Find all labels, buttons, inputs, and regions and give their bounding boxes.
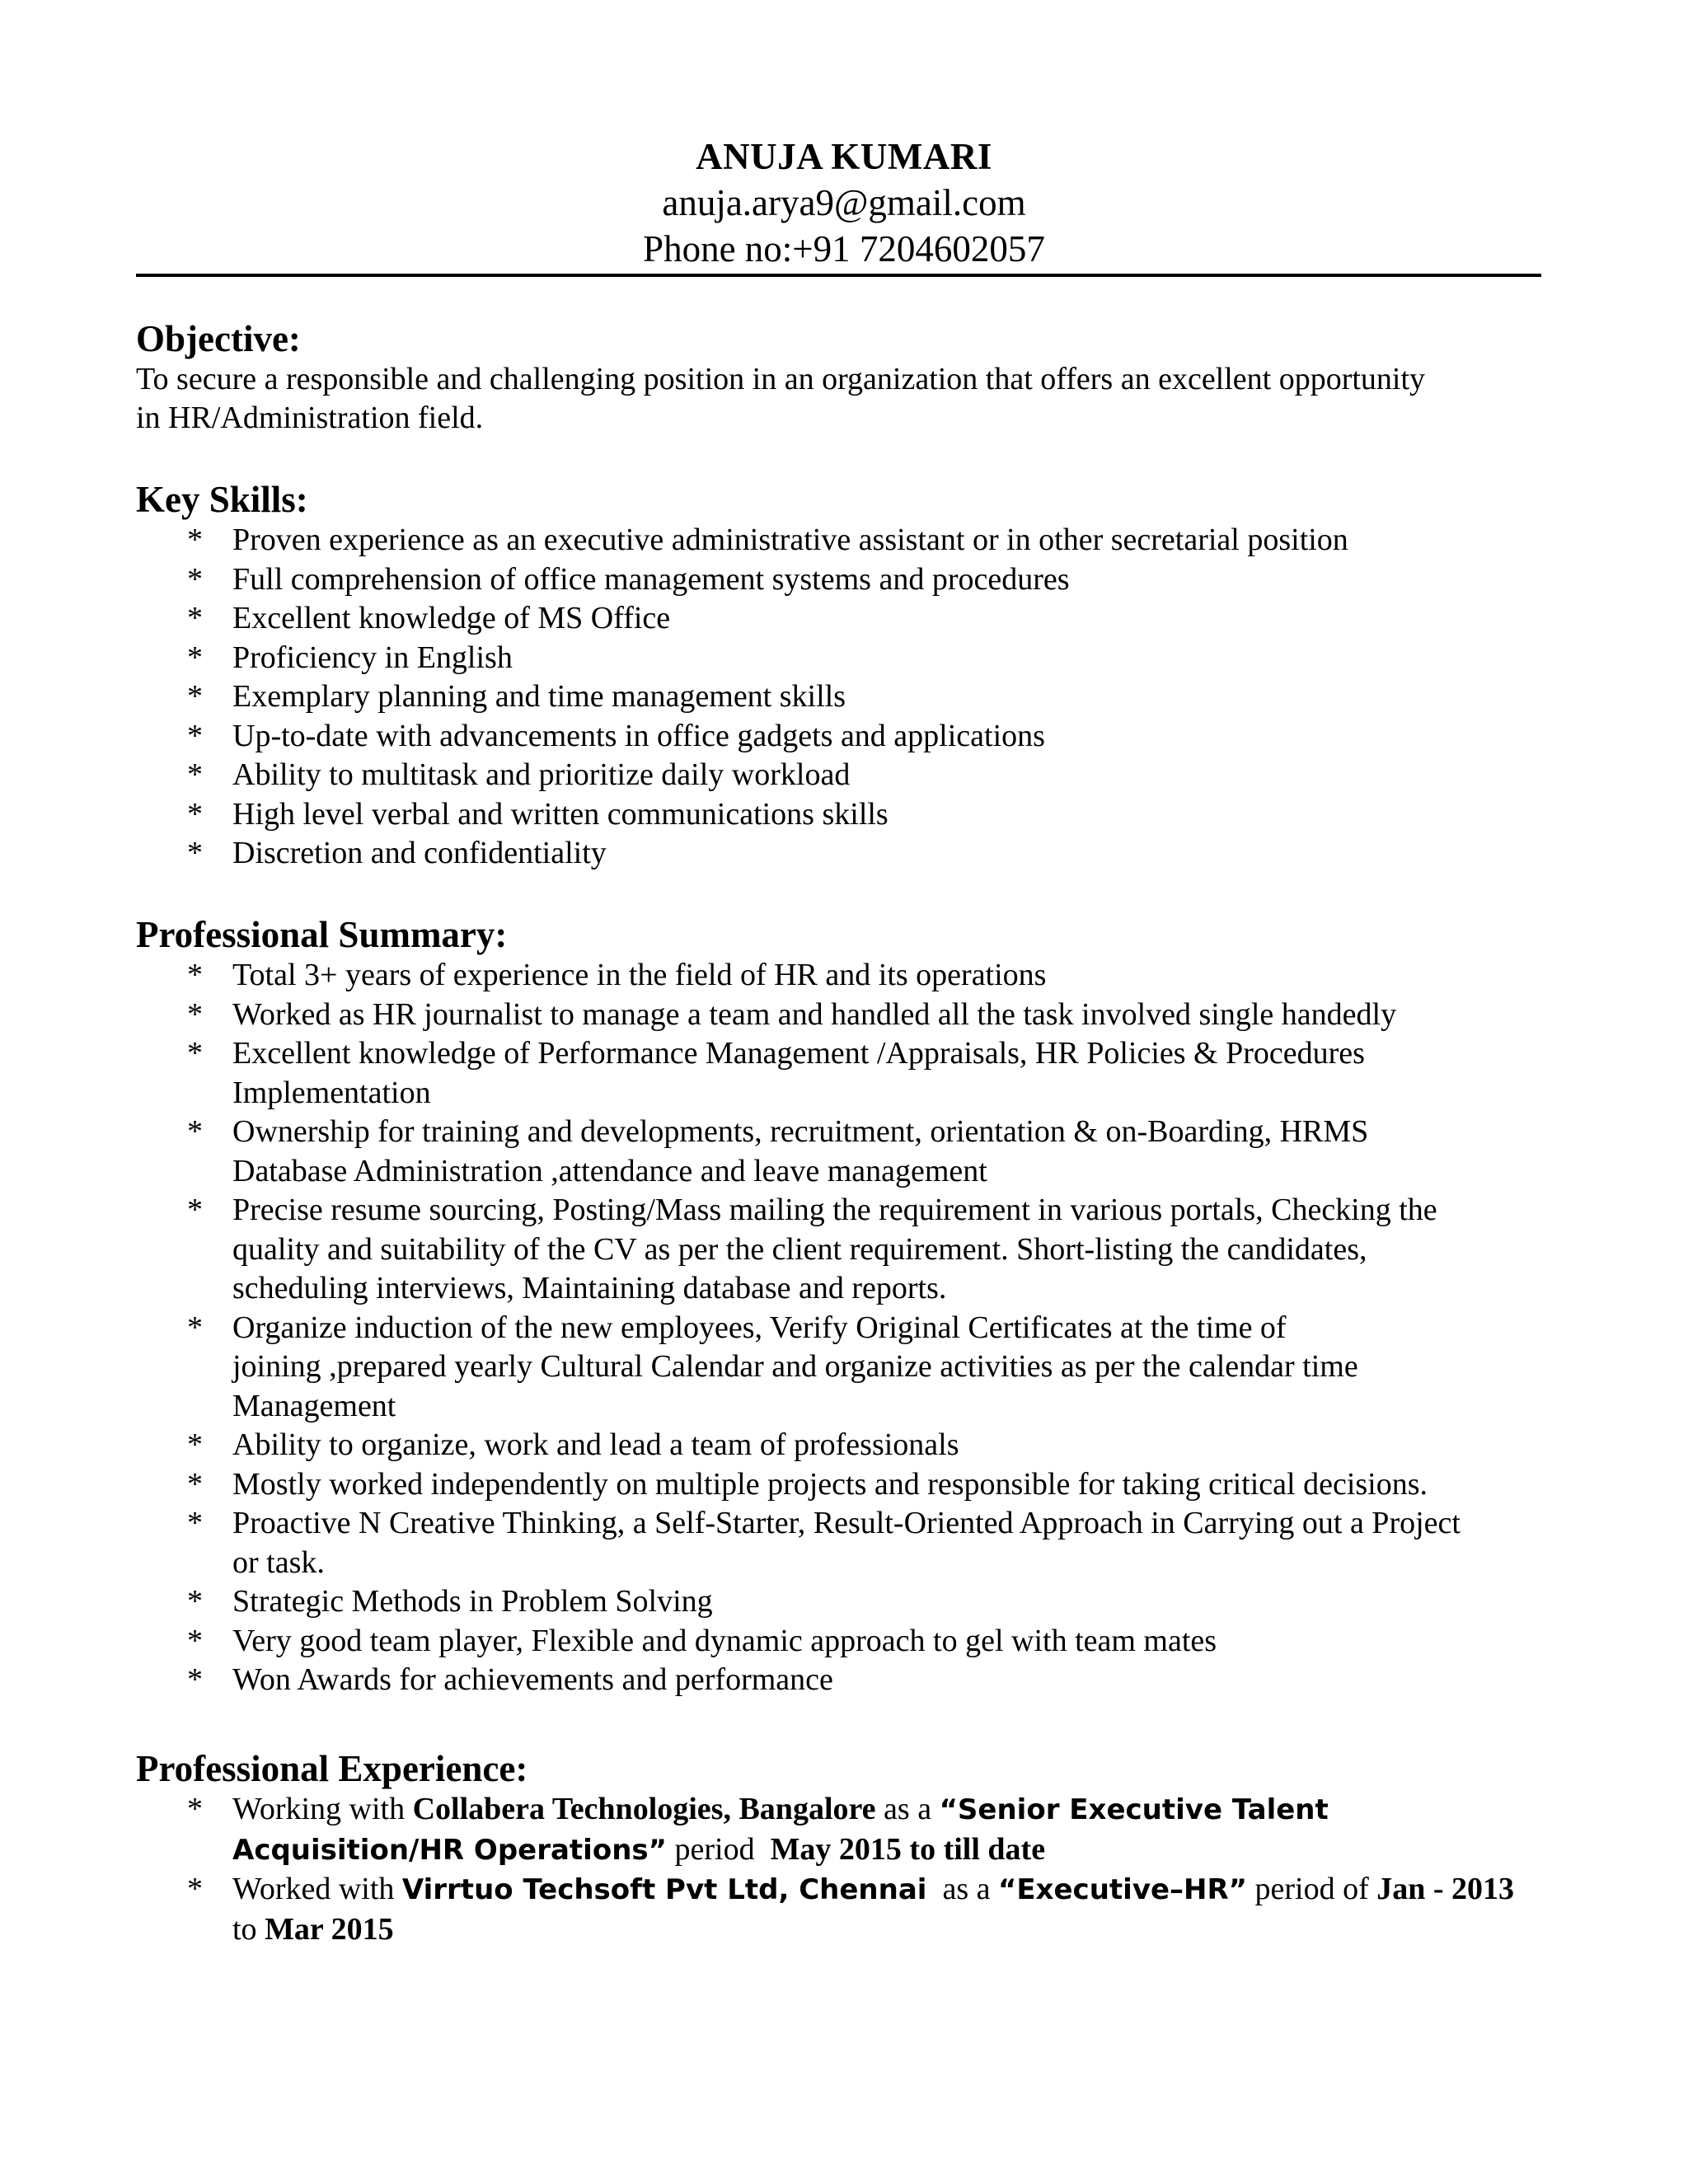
bullet-star: * [187, 1466, 203, 1502]
candidate-name: ANUJA KUMARI [696, 136, 992, 177]
experience-line [232, 1910, 1578, 1950]
role-title-line-1: “Senior Executive Talent [939, 1793, 1329, 1826]
key-skill-item-text: Proven experience as an executive administrative assistant or in other secretarial position [232, 523, 1348, 557]
role-title-line-2: Acquisition/HR Operations” [232, 1833, 667, 1867]
bullet-star: * [187, 1310, 203, 1345]
summary-item [136, 1504, 1578, 1582]
as-a-text: as a [926, 1872, 998, 1906]
to-text: to [232, 1911, 265, 1947]
objective-text-line-1: To secure a responsible and challenging position in an organization that offers an excellent opportunity [136, 362, 1426, 396]
summary-item [136, 1622, 1578, 1661]
bullet-star: * [187, 757, 203, 792]
resume-header [0, 134, 1688, 272]
summary-item-line: Mostly worked independently on multiple projects and responsible for taking critical decisions. [232, 1466, 1428, 1502]
key-skill-item [136, 639, 1578, 678]
bullet-star: * [187, 996, 203, 1032]
summary-item-line: Database Administration ,attendance and leave management [232, 1153, 987, 1188]
experience-item-virrtuo [136, 1870, 1578, 1949]
summary-item-line: Excellent knowledge of Performance Management /Appraisals, HR Policies & Procedures [232, 1036, 1365, 1071]
summary-item [136, 1582, 1578, 1622]
key-skill-item-text: High level verbal and written communications skills [232, 796, 889, 832]
objective-heading: Objective: [136, 318, 301, 359]
period-text: period of [1247, 1872, 1377, 1906]
experience-prefix: Working with [232, 1792, 413, 1826]
key-skill-item-text: Full comprehension of office management systems and procedures [232, 561, 1070, 597]
bullet-star: * [187, 679, 203, 714]
summary-item [136, 1191, 1578, 1309]
summary-item-line: scheduling interviews, Maintaining database and reports. [232, 1271, 947, 1305]
bullet-star: * [187, 1506, 203, 1540]
key-skill-item [136, 756, 1578, 795]
key-skill-item [136, 834, 1578, 874]
summary-item-line: Very good team player, Flexible and dynamic approach to gel with team mates [232, 1623, 1217, 1658]
bullet-star: * [187, 1872, 203, 1906]
bullet-star: * [187, 561, 203, 597]
summary-item-line: or task. [232, 1544, 325, 1580]
bullet-star: * [187, 640, 203, 675]
professional-experience-list [136, 1790, 1578, 1949]
experience-line [232, 1790, 1578, 1830]
bullet-star: * [187, 1193, 203, 1227]
bullet-star: * [187, 1584, 203, 1619]
professional-summary-heading: Professional Summary: [136, 914, 508, 955]
summary-item [136, 1309, 1578, 1427]
bullet-star: * [187, 836, 203, 870]
summary-item-line: Ability to organize, work and lead a team of professionals [232, 1427, 959, 1462]
summary-item [136, 1113, 1578, 1191]
key-skill-item [136, 560, 1578, 600]
summary-item-line: Strategic Methods in Problem Solving [232, 1584, 713, 1619]
bullet-star: * [187, 1662, 203, 1697]
candidate-phone: Phone no:+91 7204602057 [643, 228, 1045, 269]
summary-item-line: Ownership for training and developments, recruitment, orientation & on-Boarding, HRMS [232, 1114, 1369, 1149]
bullet-star: * [187, 601, 203, 635]
summary-item-line: Worked as HR journalist to manage a team and handled all the task involved single handedly [232, 996, 1397, 1032]
bullet-star: * [187, 1792, 203, 1826]
as-a-text: as a [875, 1792, 940, 1826]
key-skill-item-text: Exemplary planning and time management skills [232, 679, 846, 714]
summary-item [136, 1034, 1578, 1113]
period-text: period [666, 1831, 771, 1867]
experience-item-collabera [136, 1790, 1578, 1870]
summary-item-line: Total 3+ years of experience in the field of HR and its operations [232, 958, 1047, 992]
professional-summary-list [136, 956, 1578, 1700]
role-title: “Executive–HR” [997, 1873, 1248, 1906]
bullet-star: * [187, 1114, 203, 1149]
summary-item [136, 1661, 1578, 1700]
bullet-star: * [187, 796, 203, 832]
key-skill-item [136, 521, 1578, 560]
key-skill-item-text: Ability to multitask and prioritize daily workload [232, 757, 851, 792]
objective-section [136, 317, 1578, 438]
key-skill-item-text: Excellent knowledge of MS Office [232, 601, 671, 635]
key-skill-item-text: Proficiency in English [232, 640, 513, 675]
bullet-star: * [187, 1427, 203, 1462]
summary-item-line: quality and suitability of the CV as per the client requirement. Short-listing the candidates, [232, 1231, 1367, 1267]
summary-item-line: Management [232, 1388, 396, 1423]
key-skills-section [136, 478, 1578, 874]
professional-experience-heading: Professional Experience: [136, 1748, 528, 1789]
summary-item [136, 1426, 1578, 1465]
bullet-star: * [187, 523, 203, 557]
bullet-star: * [187, 718, 203, 753]
bullet-star: * [187, 1036, 203, 1071]
summary-item-line: joining ,prepared yearly Cultural Calendar and organize activities as per the calendar time [232, 1349, 1358, 1384]
key-skill-item [136, 677, 1578, 717]
summary-item [136, 1465, 1578, 1505]
candidate-email: anuja.arya9@gmail.com [662, 182, 1026, 223]
key-skill-item [136, 795, 1578, 835]
key-skill-item [136, 599, 1578, 639]
employment-start: Jan - 2013 [1376, 1872, 1515, 1906]
professional-summary-section [136, 913, 1578, 1700]
company-name: Collabera Technologies, Bangalore [412, 1792, 876, 1826]
summary-item [136, 956, 1578, 996]
summary-item-line: Implementation [232, 1075, 431, 1110]
employment-period: May 2015 to till date [770, 1831, 1046, 1867]
key-skills-heading: Key Skills: [136, 479, 308, 520]
key-skill-item-text: Discretion and confidentiality [232, 836, 607, 870]
summary-item-line: Proactive N Creative Thinking, a Self-Starter, Result-Oriented Approach in Carrying out a Project [232, 1506, 1461, 1540]
key-skill-item [136, 717, 1578, 757]
summary-item-line: Won Awards for achievements and performance [232, 1662, 833, 1697]
summary-item [136, 996, 1578, 1035]
summary-item-line: Precise resume sourcing, Posting/Mass mailing the requirement in various portals, Checking the [232, 1193, 1437, 1227]
employment-end: Mar 2015 [265, 1911, 394, 1947]
key-skills-list [136, 521, 1578, 874]
experience-line [232, 1830, 1578, 1871]
key-skill-item-text: Up-to-date with advancements in office gadgets and applications [232, 718, 1045, 753]
objective-text-line-2: in HR/Administration field. [136, 401, 484, 435]
bullet-star: * [187, 1623, 203, 1658]
header-divider [136, 274, 1541, 277]
bullet-star: * [187, 958, 203, 992]
experience-line [232, 1870, 1578, 1910]
experience-prefix: Worked with [232, 1872, 402, 1906]
summary-item-line: Organize induction of the new employees, Verify Original Certificates at the time of [232, 1310, 1287, 1345]
company-name: Virrtuo Techsoft Pvt Ltd, Chennai [401, 1873, 927, 1906]
professional-experience-section [136, 1747, 1578, 1949]
